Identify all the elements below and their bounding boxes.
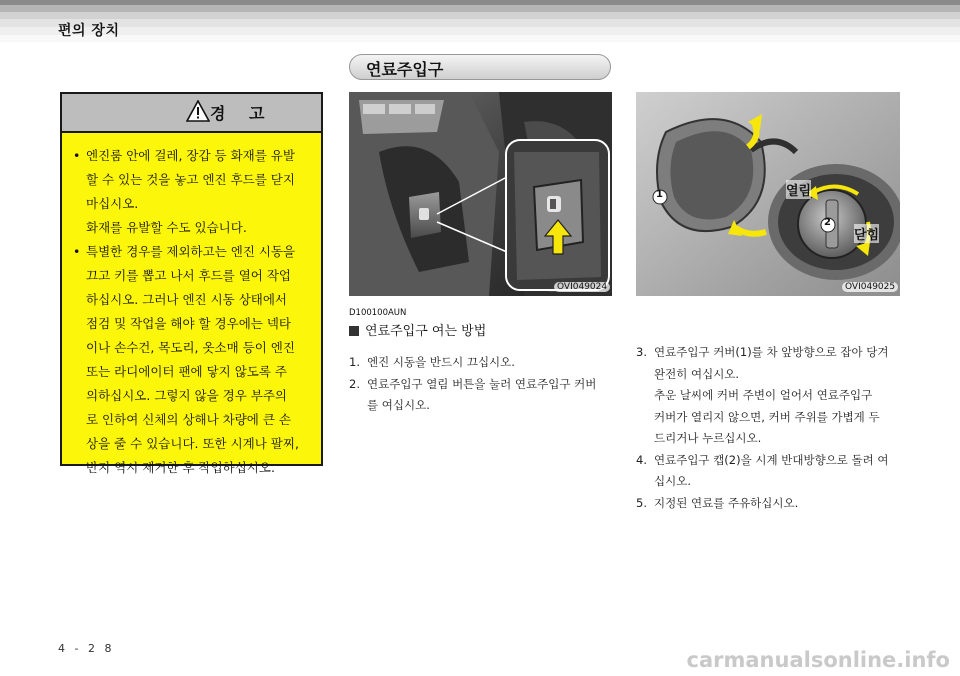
document-code: D100100AUN <box>349 308 407 318</box>
step-line: 연료주입구 커버(1)를 차 앞방향으로 잡아 당겨 <box>654 345 889 359</box>
warning-line: 할 수 있는 것을 놓고 엔진 후드를 닫지 <box>86 172 295 187</box>
warning-line: 끄고 키를 뽑고 나서 후드를 열어 작업 <box>86 268 291 283</box>
warning-line: 마십시오. <box>86 196 139 211</box>
section-title-pill <box>349 54 611 80</box>
label-close: 닫힘 <box>854 224 879 243</box>
warning-line: 의하십시오. 그렇지 않을 경우 부주의 <box>86 388 287 403</box>
procedure-heading-text: 연료주입구 여는 방법 <box>365 324 487 339</box>
label-open: 열림 <box>786 180 811 199</box>
fuel-release-photo <box>349 92 612 296</box>
warning-line: 점검 및 작업을 해야 할 경우에는 넥타 <box>86 316 291 331</box>
marker-2: 2 <box>824 217 831 228</box>
step-line: 십시오. <box>654 474 691 488</box>
step <box>349 352 624 374</box>
procedure-steps-right <box>636 342 911 514</box>
step-number: 4. <box>636 452 647 467</box>
fuel-cap-illustration <box>636 92 900 296</box>
warning-header <box>62 94 321 133</box>
warning-line: • 특별한 경우를 제외하고는 엔진 시동을 <box>86 244 296 259</box>
page-header <box>0 0 960 42</box>
step <box>636 493 911 515</box>
step-line: 지정된 연료를 주유하십시오. <box>654 495 799 510</box>
header-band <box>0 0 960 42</box>
warning-line: 로 인하여 신체의 상해나 차량에 큰 손 <box>86 412 291 427</box>
warning-line: 상을 줄 수 있습니다. 또한 시계나 팔찌, <box>86 436 299 451</box>
section-title: 연료주입구 <box>366 60 444 79</box>
photo-code-left: OVI049024 <box>554 282 610 292</box>
square-bullet-icon <box>349 326 359 336</box>
chapter-title: 편의 장치 <box>58 23 120 39</box>
fuel-cap-photo <box>636 92 900 296</box>
step <box>636 342 911 364</box>
step <box>349 374 624 396</box>
step <box>636 450 911 472</box>
fuel-release-illustration <box>349 92 612 296</box>
step-number: 5. <box>636 495 647 510</box>
warning-item <box>72 144 317 240</box>
step-number: 2. <box>349 376 360 391</box>
step-line: 엔진 시동을 반드시 끄십시오. <box>367 355 515 369</box>
warning-list <box>72 144 317 480</box>
warning-line: 반지 역시 제거한 후 작업하십시오. <box>86 460 275 475</box>
warning-line: 또는 라디에이터 팬에 닿지 않도록 주 <box>86 364 287 379</box>
step-line: 추운 날씨에 커버 주변이 얼어서 연료주입구 <box>654 388 873 402</box>
warning-box <box>60 92 323 475</box>
watermark: carmanualsonline.info <box>686 648 950 672</box>
step-line: 드리거나 누르십시오. <box>654 431 762 445</box>
procedure-heading <box>349 320 486 339</box>
step-line: 를 여십시오. <box>367 398 430 412</box>
step-line: 연료주입구 열림 버튼을 눌러 연료주입구 커버 <box>367 376 597 391</box>
warning-line: 이나 손수건, 목도리, 옷소매 등이 엔진 <box>86 340 295 355</box>
photo-code-right: OVI049025 <box>842 282 898 292</box>
warning-item <box>72 240 317 480</box>
step-line: 완전히 여십시오. <box>654 366 740 381</box>
step-line: 커버가 열리지 않으면, 커버 주위를 가볍게 두 <box>654 409 880 424</box>
warning-line: • 엔진룸 안에 걸레, 장갑 등 화재를 유발 <box>86 148 295 163</box>
page-number: 4 - 2 8 <box>58 642 115 655</box>
warning-line: 화재를 유발할 수도 있습니다. <box>86 220 247 235</box>
warning-triangle-icon <box>186 100 210 122</box>
step-number: 3. <box>636 345 647 359</box>
warning-title: 경 고 <box>210 104 267 123</box>
marker-1: 1 <box>656 189 663 200</box>
warning-line: 하십시오. 그러나 엔진 시동 상태에서 <box>86 292 287 307</box>
step-number: 1. <box>349 355 360 369</box>
step-line: 연료주입구 캡(2)을 시계 반대방향으로 돌려 여 <box>654 452 889 467</box>
procedure-steps-left <box>349 352 624 417</box>
